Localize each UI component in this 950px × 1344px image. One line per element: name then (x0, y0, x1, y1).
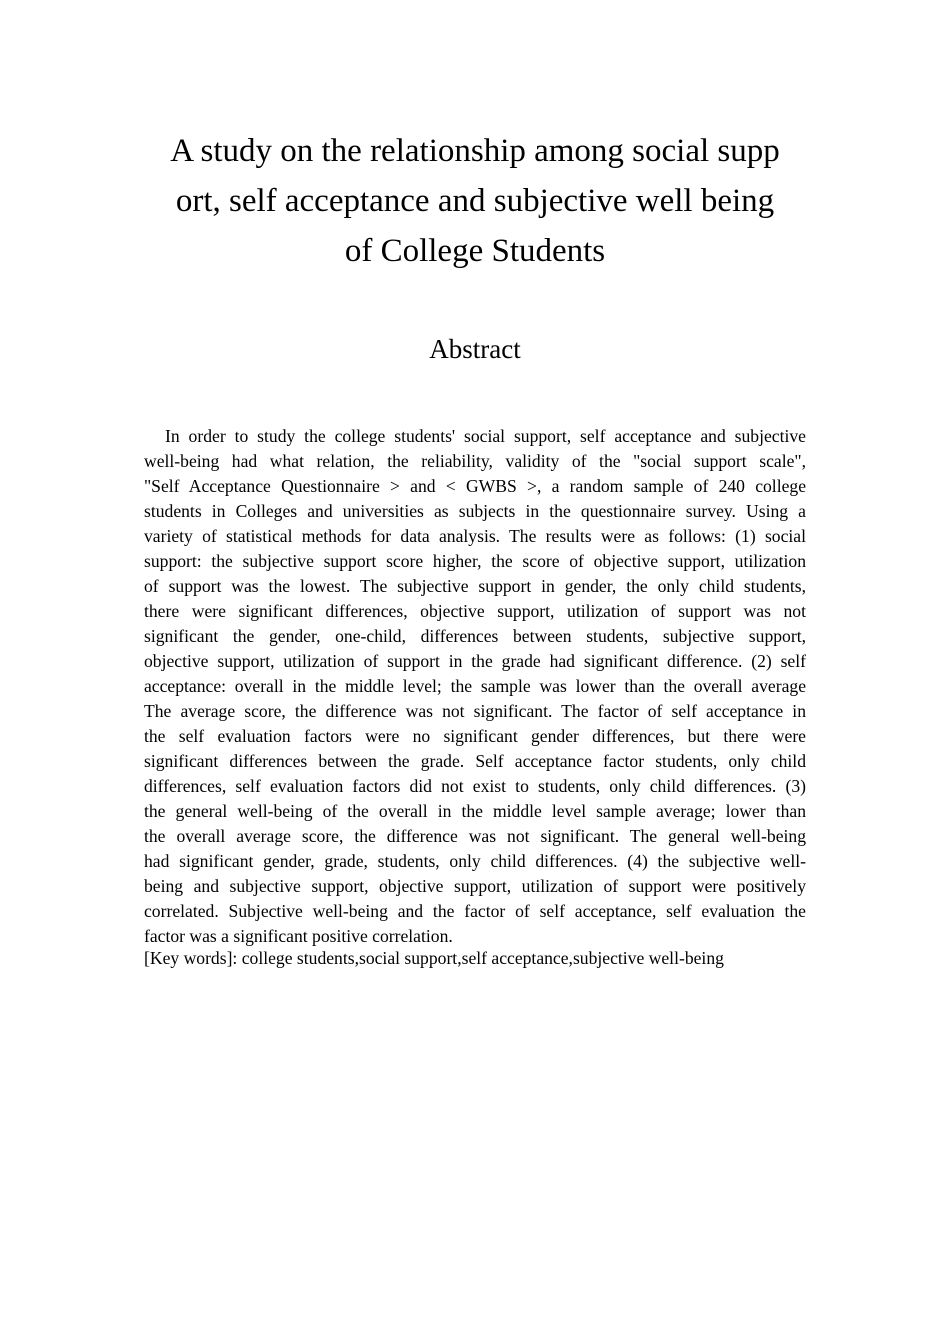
keywords: [Key words]: college students,social support,self acceptance,subjective well-being (144, 948, 724, 968)
abstract-line: "Self Acceptance Questionnaire > and < GWBS >, a random sample of 240 college (144, 476, 806, 496)
abstract-line: objective support, utilization of support in the grade had significant difference. (2) self (144, 651, 806, 671)
abstract-line: variety of statistical methods for data analysis. The results were as follows: (1) social (144, 526, 806, 546)
title-line: ort, self acceptance and subjective well being (175, 183, 775, 219)
abstract-line: differences, self evaluation factors did not exist to students, only child differences. (3) (144, 776, 806, 796)
title-line: of College Students (344, 233, 606, 269)
abstract-line: significant the gender, one-child, differences between students, subjective support, (144, 626, 806, 646)
abstract-line: had significant gender, grade, students, only child differences. (4) the subjective well- (144, 851, 806, 871)
document-title (140, 126, 810, 276)
abstract-line: the self evaluation factors were no significant gender differences, but there were (144, 726, 806, 746)
abstract-line: well-being had what relation, the reliability, validity of the "social support scale", (144, 451, 806, 471)
abstract-line: being and subjective support, objective support, utilization of support were positively (144, 876, 806, 896)
abstract-paragraph (144, 424, 806, 949)
abstract-line: In order to study the college students' social support, self acceptance and subjective (165, 426, 806, 446)
abstract-line: factor was a significant positive correlation. (144, 926, 453, 946)
abstract-line: support: the subjective support score higher, the score of objective support, utilization (144, 551, 806, 571)
abstract-line: there were significant differences, objective support, utilization of support was not (144, 601, 806, 621)
abstract-line: of support was the lowest. The subjective support in gender, the only child students, (144, 576, 806, 596)
abstract-line: the general well-being of the overall in the middle level sample average; lower than (144, 801, 806, 821)
abstract-line: The average score, the difference was not significant. The factor of self acceptance in (144, 701, 806, 721)
title-line: A study on the relationship among social supp (170, 133, 780, 169)
abstract-line: significant differences between the grade. Self acceptance factor students, only child (144, 751, 806, 771)
abstract-line: acceptance: overall in the middle level; the sample was lower than the overall average (144, 676, 806, 696)
abstract-line: students in Colleges and universities as subjects in the questionnaire survey. Using a (144, 501, 806, 521)
abstract-line: correlated. Subjective well-being and the factor of self acceptance, self evaluation the (144, 901, 806, 921)
abstract-line: the overall average score, the difference was not significant. The general well-being (144, 826, 806, 846)
abstract-heading: Abstract (429, 334, 521, 364)
